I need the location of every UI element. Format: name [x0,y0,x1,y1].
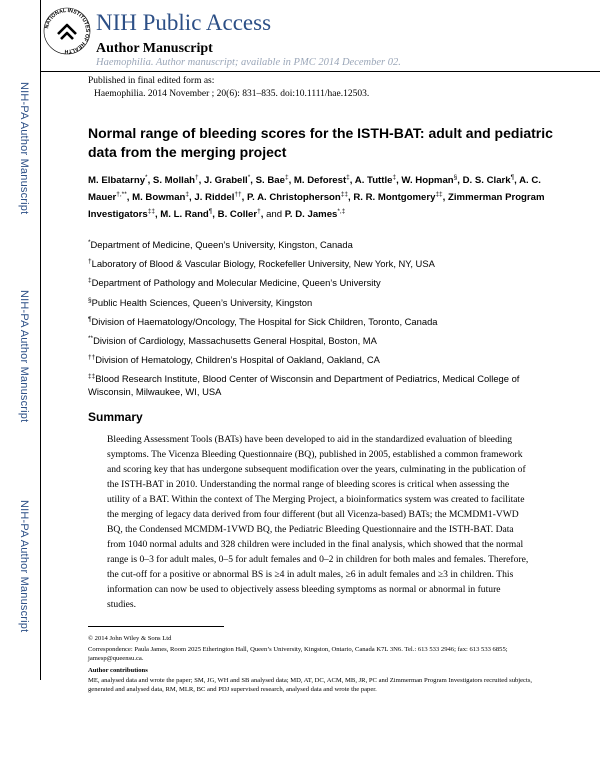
affiliation: †Laboratory of Blood & Vascular Biology, Rockefeller University, New York, NY, USA [88,258,435,270]
summary-heading: Summary [88,410,143,424]
author-affiliation-mark: ‡ [185,191,190,199]
author-affiliation-mark: * [145,174,148,181]
author-name: M. L. Rand [160,209,209,221]
logo-text: NATIONAL INSTITUTES OF HEALTH [44,7,91,55]
author-manuscript-label: Author Manuscript [96,41,213,56]
author-affiliation-mark: *,‡ [337,208,346,216]
affiliation: ¶Division of Haematology/Oncology, The Hospital for Sick Children, Toronto, Canada [88,316,438,328]
author-affiliation-mark: † [257,208,261,216]
author-affiliation-mark: * [247,174,251,181]
author-name: A. Tuttle [354,175,393,187]
author-name: M. Deforest [293,175,347,187]
side-label-3: NIH-PA Author Manuscript [18,500,30,633]
author-name: B. Coller [217,209,258,221]
summary-abstract: Bleeding Assessment Tools (BATs) have been developed to aid in the standardized evaluation of bleeding symptoms. The Vicenza Bleeding Questionnaire (BQ), published in 2005, established a common framework and scoring key that has undergone subsequent modification over the years, culminating in the publication of the ISTH-BAT in 2010. Understanding the normal range of bleeding scores is critical when assessing the utility of a BAT. Within the context of The Merging Project, a bioinformatics system was created to facilitate the merging of legacy data derived from four different (but all Vicenza-based) BATs; the MCMDM1-VWD BQ, the Condensed MCMDM-1VWD BQ, the Pediatric Bleeding Questionnaire and the ISTH-BAT. Data from 1040 normal adults and 328 children were included in the final analysis, which showed that the normal range is 0–3 for adult males, 0–5 for adult females and 0–2 in children for both males and females. Therefore, the cut-off for a positive or abnormal BS is ≥4 in adult males, ≥6 in adult females and ≥3 in children. This information can now be used to objectively assess bleeding symptoms as normal or abnormal in future studies. [107,434,529,610]
affiliation: ‡Department of Pathology and Molecular Medicine, Queen’s University [88,277,381,289]
published-in-label: Published in final edited form as: [88,76,215,86]
author-name: J. Riddel [194,192,235,204]
affiliation: ††Division of Hematology, Children’s Hospital of Oakland, Oakland, CA [88,354,380,366]
author-name: M. Elbatarny [88,175,146,187]
author-name: S. Bae [255,175,285,187]
author-affiliation-mark: ‡‡ [435,191,443,199]
author-name: P. D. James [284,209,338,221]
copyright-note: © 2014 John Wiley & Sons Ltd [88,635,172,642]
affiliation: **Division of Cardiology, Massachusetts General Hospital, Boston, MA [88,335,377,347]
correspondence-note: Correspondence: Paula James, Room 2025 Etherington Hall, Queen’s University, Kingston, Ontario, Canada K7L 3N6. Tel.: 613 533 2946; fax: 613 533 6855; jamesp@queensu.ca. [88,646,508,662]
footnote-rule [88,626,224,627]
header-rule [41,71,600,72]
author-affiliation-mark: ¶ [510,174,515,181]
author-affiliation-mark: †† [234,191,242,199]
author-name: M. Bowman [132,192,186,204]
author-affiliation-mark: †,** [116,191,127,199]
affiliation: ‡‡Blood Research Institute, Blood Center of Wisconsin and Department of Pediatrics, Medical College of Wisconsin, Milwaukee, WI, USA [88,373,520,398]
pmc-availability-note: Haemophilia. Author manuscript; available in PMC 2014 December 02. [96,57,401,68]
author-affiliation-mark: ‡ [346,174,350,181]
author-name: W. Hopman [401,175,454,187]
author-name: P. A. Christopherson [246,192,341,204]
article-title: Normal range of bleeding scores for the ISTH-BAT: adult and pediatric data from the merging project [88,125,553,160]
author-name: A. C. Mauer [88,175,541,204]
nih-logo [42,6,92,56]
author-name: Zimmerman Program Investigators [88,192,545,221]
nih-public-access-title: NIH Public Access [96,10,272,35]
side-band [0,0,41,680]
author-affiliation-mark: ‡‡ [147,208,155,216]
author-name: S. Mollah [152,175,196,187]
side-label-2: NIH-PA Author Manuscript [18,290,30,423]
author-affiliation-mark: ‡ [284,174,289,181]
author-affiliation-mark: ‡ [392,174,397,181]
author-name: J. Grabell [204,175,248,187]
author-affiliation-mark: ¶ [208,208,213,216]
author-list: M. Elbatarny*, S. Mollah†, J. Grabell*, S. Bae‡, M. Deforest‡, A. Tuttle‡, W. Hopman§, D. S. Clark¶, A. C. Mauer†,**, M. Bowman‡, J. Riddel††, P. A. Christopherson‡‡, R. R. Montgomery‡‡, Zimmerman Program Investigators‡‡, M. L. Rand¶, B. Coller†, and P. D. James*,‡ [88,174,545,221]
author-affiliation-mark: † [195,174,199,181]
author-conjunction: and [266,209,283,221]
author-name: R. R. Montgomery [353,192,436,204]
author-affiliation-mark: § [453,174,458,181]
author-affiliation-mark: ‡‡ [340,191,348,199]
citation-line: Haemophilia. 2014 November ; 20(6): 831–835. doi:10.1111/hae.12503. [94,89,370,99]
affiliation: §Public Health Sciences, Queen’s University, Kingston [88,297,313,309]
affiliation: *Department of Medicine, Queen’s University, Kingston, Canada [88,239,353,251]
author-contributions-text: ME, analysed data and wrote the paper; SM, JG, WH and SB analysed data; MD, AT, DC, ACM, MB, JR, PC and Zimmerman Program Investigators recruited subjects, generated and analysed data, RM, MLR, BC and PDJ supervised research, analysed data and wrote the paper. [88,677,533,693]
author-name: D. S. Clark [462,175,511,187]
side-label-1: NIH-PA Author Manuscript [18,82,30,215]
author-contributions-heading: Author contributions [88,667,148,674]
